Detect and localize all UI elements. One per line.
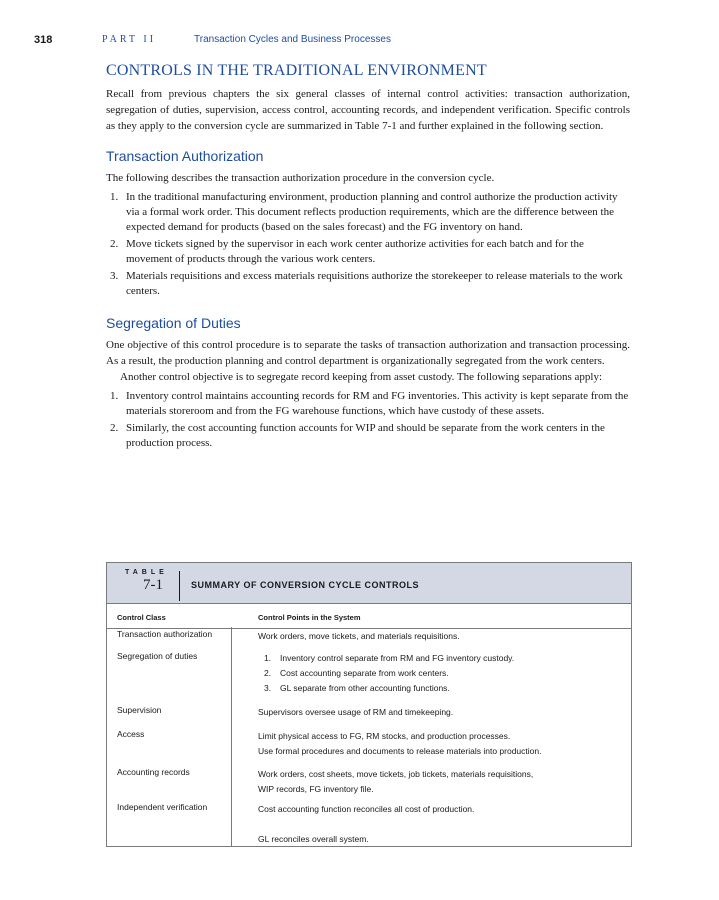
control-point: Limit physical access to FG, RM stocks, and production processes.	[258, 731, 511, 741]
table-header	[107, 563, 631, 604]
control-point: 3. GL separate from other accounting functions.	[264, 683, 450, 693]
control-points-cell	[258, 629, 623, 644]
transaction-authorization-intro: The following describes the transaction authorization procedure in the conversion cycle.	[106, 172, 495, 184]
control-class-cell: Independent verification	[117, 802, 208, 812]
control-point	[258, 817, 623, 832]
control-point: Cost accounting function reconciles all cost of production.	[258, 804, 475, 814]
control-point: Use formal procedures and documents to release materials into production.	[258, 746, 542, 756]
table-7-1	[106, 562, 632, 847]
list-item: 2. Move tickets signed by the supervisor in each work center authorize activities for each batch and for the movement of products through the various work centers.	[110, 238, 584, 265]
list-item: 3. Materials requisitions and excess materials requisitions authorize the storekeeper to release materials to the work centers.	[110, 270, 623, 297]
control-class-cell: Supervision	[117, 705, 162, 715]
control-class-cell: Access	[117, 729, 145, 739]
control-class-cell: Accounting records	[117, 767, 190, 777]
part-label: PART II	[102, 34, 157, 45]
segregation-heading: Segregation of Duties	[106, 315, 241, 331]
control-points-cell	[258, 729, 623, 759]
table-label: TABLE	[125, 569, 168, 576]
control-class-cell: Transaction authorization	[117, 629, 213, 639]
segregation-para-2: Another control objective is to segregate record keeping from asset custody. The following separations apply:	[120, 371, 603, 383]
page-number: 318	[34, 34, 53, 46]
segregation-list	[106, 389, 630, 451]
control-point: Work orders, move tickets, and materials requisitions.	[258, 631, 460, 641]
transaction-authorization-list	[106, 190, 630, 299]
control-points-cell	[258, 705, 623, 720]
list-item: 1. Inventory control maintains accounting records for RM and FG inventories. This activity is kept separate from the materials storeroom and from the FG warehouse functions, which have custody of these assets.	[110, 390, 629, 417]
table-title: SUMMARY OF CONVERSION CYCLE CONTROLS	[191, 580, 420, 590]
table-number: 7-1	[143, 577, 163, 593]
column-header-points: Control Points in the System	[258, 613, 361, 622]
control-point: 2. Cost accounting separate from work centers.	[264, 668, 449, 678]
control-point: GL reconciles overall system.	[258, 834, 369, 844]
list-item: 2. Similarly, the cost accounting function accounts for WIP and should be separate from the work centers in the production process.	[110, 422, 605, 449]
control-point: Work orders, cost sheets, move tickets, job tickets, materials requisitions,	[258, 769, 534, 779]
list-item: 1. In the traditional manufacturing environment, production planning and control authorize the production activity via a formal work order. This document reflects production requirements, which are the difference between the expected demand for products (based on the sales forecast) and the FG inventory on hand.	[110, 191, 618, 233]
control-points-cell	[258, 802, 623, 847]
control-point: WIP records, FG inventory file.	[258, 784, 374, 794]
transaction-authorization-heading: Transaction Authorization	[106, 148, 264, 164]
control-point: Supervisors oversee usage of RM and timekeeping.	[258, 707, 454, 717]
part-title: Transaction Cycles and Business Processes	[194, 34, 391, 45]
control-point: 1. Inventory control separate from RM and FG inventory custody.	[264, 653, 515, 663]
section-title: CONTROLS IN THE TRADITIONAL ENVIRONMENT	[106, 62, 487, 79]
segregation-para-1: One objective of this control procedure is to separate the tasks of transaction authorization and transaction processing. As a result, the production planning and control department is organizationally segregated from the work centers.	[106, 339, 630, 367]
column-divider	[231, 627, 232, 846]
page-body	[106, 62, 630, 453]
section-intro: Recall from previous chapters the six general classes of internal control activities: transaction authorization, segregation of duties, supervision, access control, accounting records, and independent verification. Specific controls as they apply to the conversion cycle are summarized in Table 7-1 and further explained in the following section.	[106, 88, 630, 132]
running-header	[34, 34, 674, 54]
column-header-class: Control Class	[117, 613, 166, 622]
table-divider	[179, 571, 180, 601]
control-points-cell	[258, 767, 623, 797]
control-class-cell: Segregation of duties	[117, 651, 198, 661]
column-headers	[107, 604, 631, 629]
control-points-cell	[258, 651, 623, 696]
